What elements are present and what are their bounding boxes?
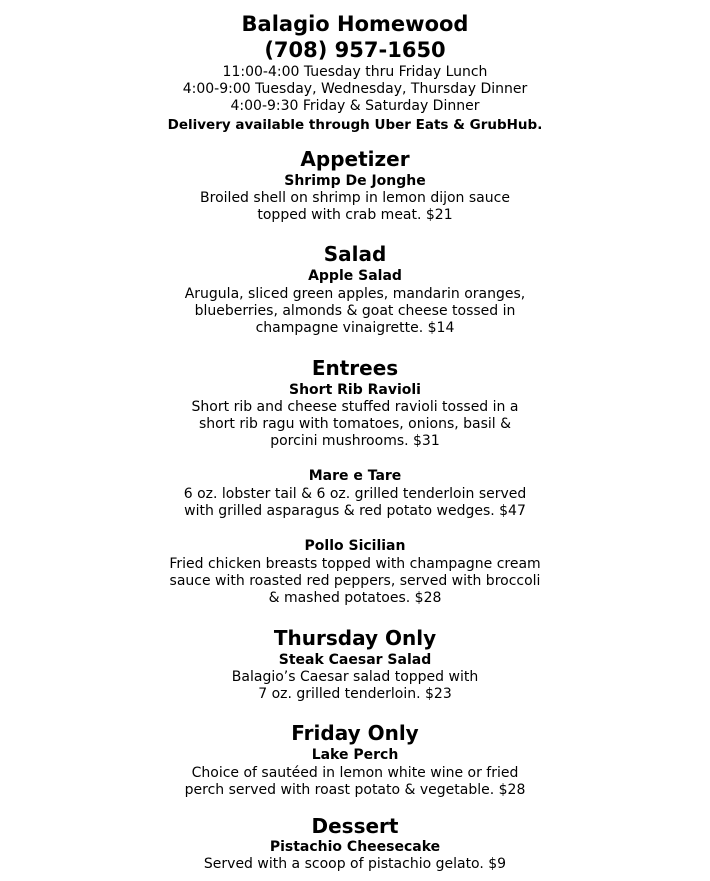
menu-item-name: Shrimp De Jonghe bbox=[284, 173, 426, 189]
menu-item-description: champagne vinaigrette. $14 bbox=[255, 320, 455, 336]
menu-item-description: short rib ragu with tomatoes, onions, basil & bbox=[198, 416, 512, 432]
section-title-friday-only: Friday Only bbox=[291, 721, 419, 745]
menu-item-description: blueberries, almonds & goat cheese tossed in bbox=[194, 303, 516, 319]
hours-line: 4:00-9:30 Friday & Saturday Dinner bbox=[230, 98, 480, 114]
menu-item-name: Pistachio Cheesecake bbox=[269, 839, 441, 855]
menu-item-description: Fried chicken breasts topped with champagne cream bbox=[169, 556, 541, 572]
menu-item-description: perch served with roast potato & vegetable. $28 bbox=[184, 782, 526, 798]
menu-item-description: with grilled asparagus & red potato wedges. $47 bbox=[184, 503, 526, 519]
hours-line: 4:00-9:00 Tuesday, Wednesday, Thursday Dinner bbox=[182, 81, 528, 97]
section-title-entrees: Entrees bbox=[311, 356, 399, 380]
section-title-salad: Salad bbox=[323, 242, 387, 266]
menu-item-description: 6 oz. lobster tail & 6 oz. grilled tenderloin served bbox=[183, 486, 527, 502]
menu-item-description: sauce with roasted red peppers, served with broccoli bbox=[169, 573, 541, 589]
restaurant-name: Balagio Homewood bbox=[241, 12, 469, 36]
menu-item-name: Steak Caesar Salad bbox=[278, 652, 432, 668]
delivery-note: Delivery available through Uber Eats & GrubHub. bbox=[167, 117, 543, 133]
section-title-appetizer: Appetizer bbox=[300, 147, 410, 171]
section-title-dessert: Dessert bbox=[311, 814, 399, 838]
section-title-thursday-only: Thursday Only bbox=[273, 626, 437, 650]
hours-line: 11:00-4:00 Tuesday thru Friday Lunch bbox=[222, 64, 488, 80]
menu-item-description: topped with crab meat. $21 bbox=[257, 207, 453, 223]
restaurant-phone: (708) 957-1650 bbox=[264, 38, 446, 62]
menu-item-description: Choice of sautéed in lemon white wine or fried bbox=[191, 765, 519, 781]
menu-item-name: Pollo Sicilian bbox=[304, 538, 406, 554]
menu-item-name: Short Rib Ravioli bbox=[289, 382, 421, 398]
menu-item-description: Broiled shell on shrimp in lemon dijon sauce bbox=[200, 190, 510, 206]
menu-item-description: Served with a scoop of pistachio gelato. $9 bbox=[203, 856, 507, 872]
menu-item-description: porcini mushrooms. $31 bbox=[270, 433, 440, 449]
menu-item-description: & mashed potatoes. $28 bbox=[268, 590, 442, 606]
menu-item-name: Apple Salad bbox=[308, 268, 402, 284]
menu-item-description: Balagio’s Caesar salad topped with bbox=[231, 669, 479, 685]
menu-item-name: Mare e Tare bbox=[308, 468, 402, 484]
menu-item-description: Arugula, sliced green apples, mandarin oranges, bbox=[184, 286, 526, 302]
menu-item-description: 7 oz. grilled tenderloin. $23 bbox=[258, 686, 452, 702]
menu-item-name: Lake Perch bbox=[311, 747, 399, 763]
menu-item-description: Short rib and cheese stuffed ravioli tossed in a bbox=[191, 399, 519, 415]
